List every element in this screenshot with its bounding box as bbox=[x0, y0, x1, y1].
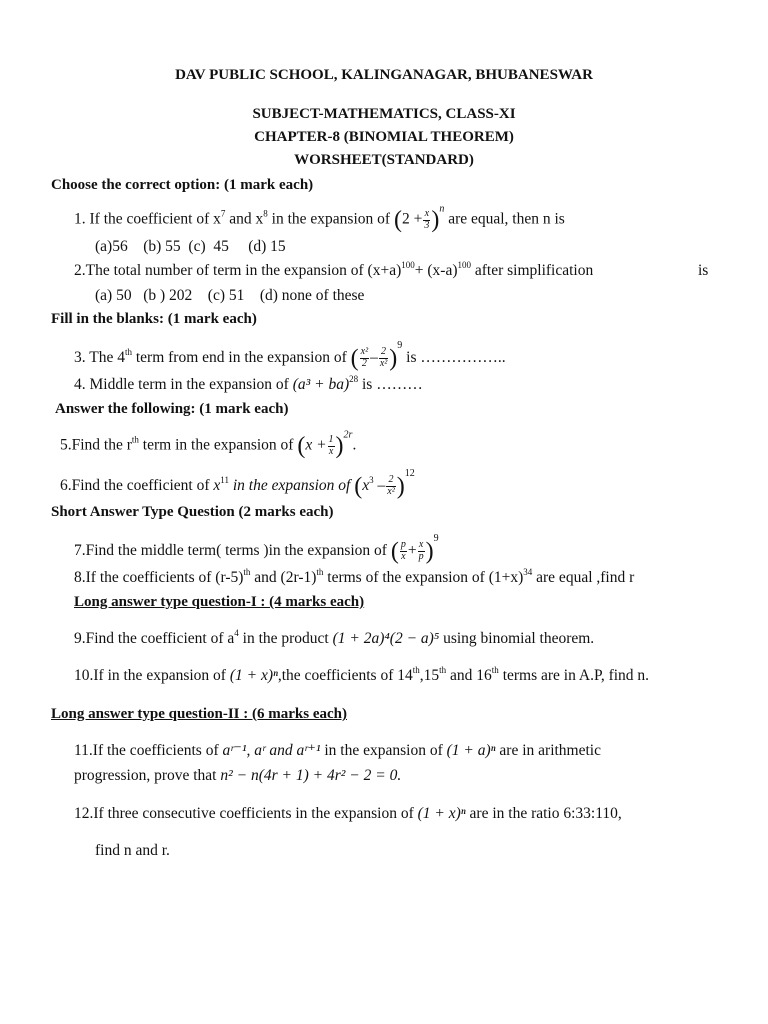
q1-fraction bbox=[423, 209, 430, 231]
frac-den: x² bbox=[379, 357, 388, 369]
q4-text: is ……… bbox=[358, 376, 423, 393]
q1-expr: 2 + bbox=[401, 210, 423, 228]
q1-text: 1. If the coefficient of x bbox=[74, 210, 221, 228]
q12-text: are in the ratio 6:33:110, bbox=[465, 805, 622, 822]
frac-num: x bbox=[418, 539, 424, 551]
q3-fraction-2 bbox=[379, 347, 388, 369]
paren-close: ) bbox=[396, 473, 405, 500]
paren-close: ) bbox=[335, 433, 344, 459]
q3-text: 3. The 4 bbox=[74, 349, 125, 366]
q1-text: and x bbox=[225, 210, 264, 228]
q11-text: in the expansion of bbox=[320, 742, 447, 759]
paren-open: ( bbox=[350, 345, 359, 372]
q8-text: terms of the expansion of (1+x) bbox=[323, 569, 524, 586]
frac-num: 1 bbox=[328, 434, 334, 445]
q8-text: and (2r-1) bbox=[250, 569, 317, 586]
q2-options: (a) 50 (b ) 202 (c) 51 (d) none of these bbox=[95, 287, 365, 304]
question-4 bbox=[74, 374, 423, 393]
q1-sup: 7 bbox=[220, 208, 226, 219]
q6-var: x bbox=[213, 477, 221, 494]
question-3 bbox=[74, 340, 506, 372]
q10-sup: th bbox=[439, 665, 447, 675]
q10-expr: (1 + x)ⁿ bbox=[229, 667, 278, 684]
q2-text: + (x-a) bbox=[414, 262, 458, 279]
q3-text: is …………….. bbox=[402, 349, 506, 366]
q1-exponent: n bbox=[439, 203, 445, 215]
q11-text: are in arithmetic bbox=[495, 742, 601, 759]
q7-plus: + bbox=[407, 542, 417, 559]
question-7 bbox=[74, 533, 439, 565]
q8-sup: 34 bbox=[523, 567, 533, 577]
q5-fraction bbox=[328, 435, 335, 457]
section-long1-heading: Long answer type question-I : (4 marks each) bbox=[74, 594, 365, 610]
q4-exponent: 28 bbox=[349, 374, 359, 384]
q3-fraction-1 bbox=[360, 347, 369, 369]
q2-text: after simplification bbox=[471, 262, 594, 279]
section-mcq-heading: Choose the correct option: (1 mark each) bbox=[51, 177, 314, 193]
q7-text: 7.Find the middle term( terms )in the expansion of bbox=[74, 542, 391, 559]
question-6 bbox=[60, 468, 415, 500]
frac-den: 3 bbox=[424, 219, 430, 231]
q5-exponent: 2r bbox=[343, 429, 353, 441]
question-11-line2 bbox=[74, 768, 401, 784]
q10-text: and 16 bbox=[446, 667, 492, 684]
q12-text: 12.If three consecutive coefficients in the expansion of bbox=[74, 805, 418, 822]
q6-x-exp: 3 bbox=[369, 475, 374, 485]
q3-minus: – bbox=[370, 349, 378, 366]
section-fill-heading: Fill in the blanks: (1 mark each) bbox=[51, 311, 257, 327]
frac-num: 2 bbox=[379, 347, 388, 359]
paren-close: ) bbox=[389, 345, 398, 372]
q3-sup: th bbox=[124, 347, 132, 357]
q6-var-exp: 11 bbox=[220, 475, 229, 485]
paren-open: ( bbox=[390, 538, 399, 565]
frac-den: 2 bbox=[361, 357, 367, 369]
question-8 bbox=[74, 567, 635, 586]
q9-text: 9.Find the coefficient of a bbox=[74, 630, 235, 647]
school-name: DAV PUBLIC SCHOOL, KALINGANAGAR, BHUBANESWAR bbox=[175, 67, 593, 83]
q4-expr: (a³ + ba) bbox=[292, 376, 350, 393]
paren-open: ( bbox=[393, 207, 402, 233]
q5-sup: th bbox=[131, 434, 139, 445]
q6-exponent: 12 bbox=[404, 468, 415, 479]
worksheet-title: WORSHEET(STANDARD) bbox=[294, 152, 474, 168]
q2-sup: 100 bbox=[457, 260, 471, 270]
q10-text: ,the coefficients of 14 bbox=[277, 667, 413, 684]
q10-text: 10.If in the expansion of bbox=[74, 667, 230, 684]
q3-exponent: 9 bbox=[397, 340, 403, 351]
question-5 bbox=[60, 429, 357, 459]
q11-equation: n² − n(4r + 1) + 4r² − 2 = 0. bbox=[220, 767, 402, 784]
frac-num: x² bbox=[360, 346, 369, 358]
q6-minus: – bbox=[373, 477, 386, 494]
q11-text: progression, prove that bbox=[74, 767, 221, 784]
q11-expr: aʳ⁻¹, aʳ and aʳ⁺¹ bbox=[222, 742, 321, 759]
chapter-line: CHAPTER-8 (BINOMIAL THEOREM) bbox=[254, 129, 514, 145]
q12-expr: (1 + x)ⁿ bbox=[417, 805, 466, 822]
q6-x: x bbox=[362, 477, 370, 494]
q1-text: are equal, then n is bbox=[444, 210, 565, 228]
q1-sup: 8 bbox=[263, 208, 268, 219]
paren-open: ( bbox=[354, 473, 363, 500]
frac-den: x bbox=[328, 445, 334, 457]
section-answer-heading: Answer the following: (1 mark each) bbox=[55, 401, 289, 417]
paren-close: ) bbox=[431, 207, 440, 233]
q9-expr: (1 + 2a)⁴(2 − a)⁵ bbox=[332, 630, 440, 647]
subject-line: SUBJECT-MATHEMATICS, CLASS-XI bbox=[252, 106, 516, 122]
q6-fraction bbox=[386, 475, 395, 497]
q6-text: 6.Find the coefficient of bbox=[60, 477, 214, 494]
question-1 bbox=[74, 203, 565, 233]
q10-text: terms are in A.P, find n. bbox=[498, 667, 650, 684]
q7-exponent: 9 bbox=[433, 533, 439, 544]
q9-text: using binomial theorem. bbox=[439, 630, 595, 647]
q6-text: in the expansion of bbox=[228, 477, 355, 494]
frac-den: p bbox=[418, 550, 424, 562]
q9-sup: 4 bbox=[234, 628, 239, 638]
q10-sup: th bbox=[412, 665, 420, 675]
q7-fraction-2 bbox=[418, 540, 425, 562]
frac-num: p bbox=[400, 539, 406, 551]
frac-den: x bbox=[401, 550, 406, 562]
q9-text: in the product bbox=[238, 630, 333, 647]
frac-num: x bbox=[424, 208, 430, 219]
frac-num: 2 bbox=[386, 475, 395, 487]
q11-expr: (1 + a)ⁿ bbox=[446, 742, 496, 759]
frac-den: x² bbox=[387, 485, 395, 497]
section-short-heading: Short Answer Type Question (2 marks each) bbox=[51, 504, 334, 520]
q4-text: 4. Middle term in the expansion of bbox=[74, 376, 293, 393]
q8-text: 8.If the coefficients of (r-5) bbox=[74, 569, 244, 586]
q8-sup: th bbox=[243, 567, 251, 577]
paren-close: ) bbox=[425, 538, 434, 565]
question-12-line2: find n and r. bbox=[95, 842, 170, 859]
q2-sup: 100 bbox=[401, 260, 415, 270]
q3-text: term from end in the expansion of bbox=[131, 349, 351, 366]
q7-fraction-1 bbox=[400, 540, 407, 562]
q8-text: are equal ,find r bbox=[532, 569, 635, 586]
question-11 bbox=[74, 743, 601, 759]
q10-text: ,15 bbox=[419, 667, 440, 684]
section-long2-heading: Long answer type question-II : (6 marks each) bbox=[51, 706, 347, 722]
paren-open: ( bbox=[297, 433, 306, 459]
q1-options: (a)56 (b) 55 (c) 45 (d) 15 bbox=[95, 238, 286, 255]
q8-sup: th bbox=[316, 567, 324, 577]
question-12 bbox=[74, 806, 622, 822]
question-2 bbox=[74, 260, 594, 279]
q2-text: 2.The total number of term in the expansion of (x+a) bbox=[74, 262, 402, 279]
q10-sup: th bbox=[491, 665, 499, 675]
q1-text: in the expansion of bbox=[267, 210, 394, 228]
question-9 bbox=[74, 628, 595, 647]
q11-text: 11.If the coefficients of bbox=[74, 742, 223, 759]
q2-is: is bbox=[698, 262, 709, 279]
question-10 bbox=[74, 665, 650, 684]
q5-end: . bbox=[352, 436, 357, 454]
q5-text: term in the expansion of bbox=[138, 436, 298, 454]
q5-expr: x + bbox=[305, 436, 327, 454]
q5-text: 5.Find the r bbox=[60, 436, 132, 454]
